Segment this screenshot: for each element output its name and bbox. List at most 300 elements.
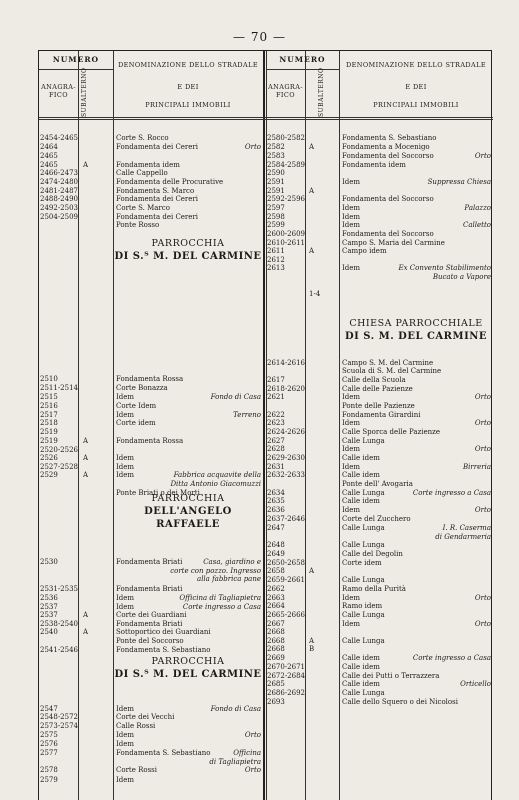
register-row [39, 575, 263, 584]
rule [266, 69, 339, 70]
building-note: Corte ingresso a Casa [412, 654, 491, 662]
street-name: Calle idem [342, 454, 380, 462]
header-anagrafico-right: ANAGRA-FICO [268, 83, 303, 99]
anagrafico-number: 2592-2596 [267, 195, 305, 203]
street-name: Campo S. M. del Carmine [342, 359, 434, 367]
street-name: Corte idem [342, 559, 382, 567]
street-name: Idem [116, 705, 135, 713]
anagrafico-number: 2648 [267, 541, 285, 549]
parish-heading-line2: DI S.ᵀ M. DEL CARMINE [114, 669, 262, 680]
street-name: Idem [342, 204, 361, 212]
anagrafico-number: 2610-2611 [267, 239, 305, 247]
anagrafico-number: 2578 [40, 766, 58, 774]
register-row [39, 152, 263, 161]
anagrafico-number: 2664 [267, 602, 285, 610]
anagrafico-number: 2474-2480 [40, 178, 78, 186]
anagrafico-number: 2650-2658 [267, 559, 305, 567]
building-note: di Tagliapietra [209, 758, 261, 766]
header-principali: PRINCIPALI IMMOBILI [145, 101, 231, 109]
anagrafico-number: 2635 [267, 497, 285, 505]
building-note: Orto [474, 445, 491, 453]
building-note: Orticello [460, 680, 491, 688]
anagrafico-number: 2526 [40, 454, 58, 462]
anagrafico-number: 2658 [267, 567, 285, 575]
building-note: Corte ingresso a Casa [412, 489, 491, 497]
street-name: Ponte delle Pazienze [342, 402, 415, 410]
building-note: Orto [474, 419, 491, 427]
anagrafico-number: 2686-2692 [267, 689, 305, 697]
anagrafico-number: 2649 [267, 550, 285, 558]
register-row [39, 419, 263, 428]
street-name: Calle Cappello [116, 169, 168, 177]
anagrafico-number: 2492-2503 [40, 204, 78, 212]
street-name: Fondamenta Briati [116, 620, 183, 628]
register-row [39, 646, 263, 655]
header-subalterno-right: SUBALTERNO [318, 67, 325, 117]
street-name: Calle Lunga [342, 689, 385, 697]
register-row [266, 134, 493, 143]
anagrafico-number: 2516 [40, 402, 58, 410]
building-note: Orto [474, 594, 491, 602]
anagrafico-number: 2540 [40, 628, 58, 636]
register-row [39, 221, 263, 230]
register-row [39, 611, 263, 620]
register-row [39, 143, 263, 152]
anagrafico-number: 2672-2684 [267, 672, 305, 680]
register-row [266, 428, 493, 437]
anagrafico-number: 2519 [40, 437, 58, 445]
street-name: Idem [342, 594, 361, 602]
street-name: Fondamenta S. Sebastiano [116, 646, 211, 654]
register-row [266, 541, 493, 550]
anagrafico-number: 2629-2630 [267, 454, 305, 462]
street-name: Idem [342, 178, 361, 186]
register-row [39, 749, 263, 758]
street-name: Fondamenta dei Cereri [116, 143, 199, 151]
header-principali-right: PRINCIPALI IMMOBILI [373, 101, 459, 109]
building-note: Casa, giardino e [203, 558, 261, 566]
street-name: Idem [116, 471, 135, 479]
register-row [266, 506, 493, 515]
subalterno-letter: A [83, 471, 89, 479]
street-name: Corte dei Vecchi [116, 713, 175, 721]
anagrafico-number: 2548-2572 [40, 713, 78, 721]
parish-heading [113, 492, 263, 531]
anagrafico-number: 2668 [267, 645, 285, 653]
register-row [39, 776, 263, 785]
register-row [39, 393, 263, 402]
register-row [266, 247, 493, 256]
register-row [39, 594, 263, 603]
street-name: Corte S. Marco [116, 204, 170, 212]
building-note: Terreno [233, 411, 261, 419]
street-name: Idem [342, 264, 361, 272]
street-name: Ponte Briati o dei Morti [116, 489, 200, 497]
street-name: Campo idem [342, 247, 387, 255]
register-row [266, 497, 493, 506]
register-row [39, 204, 263, 213]
building-note: Orto [244, 143, 261, 151]
street-name: Fondamenta idem [342, 161, 406, 169]
register-row [266, 169, 493, 178]
header-anagrafico: ANAGRA-FICO [41, 83, 76, 99]
street-name: Idem [116, 411, 135, 419]
anagrafico-number: 2573-2574 [40, 722, 78, 730]
street-name: Idem [116, 454, 135, 462]
anagrafico-number: 2628 [267, 445, 285, 453]
anagrafico-number: 2591 [267, 187, 285, 195]
register-row [266, 576, 493, 585]
street-name: Fondamenta del Soccorso [342, 152, 434, 160]
street-name: Idem [342, 506, 361, 514]
register-row [266, 602, 493, 611]
column-divider [263, 51, 265, 800]
street-name: Calle idem [342, 497, 380, 505]
building-note: I. R. Caserma [442, 524, 491, 532]
subalterno-letter: A [309, 637, 315, 645]
anagrafico-number: 2515 [40, 393, 58, 401]
street-name: Calle Rossi [116, 722, 156, 730]
street-name: Calle delle Pazienze [342, 385, 413, 393]
register-row [39, 637, 263, 646]
building-note: Fondo di Casa [210, 393, 261, 401]
anagrafico-number: 2582 [267, 143, 285, 151]
subalterno-letter: 1-4 [309, 290, 321, 298]
register-row [39, 740, 263, 749]
register-row [39, 437, 263, 446]
anagrafico-number: 2518 [40, 419, 58, 427]
register-row [266, 178, 493, 187]
register-row [39, 402, 263, 411]
parish-heading [339, 317, 493, 343]
anagrafico-number: 2670-2671 [267, 663, 305, 671]
street-name: Idem [116, 463, 135, 471]
street-name: Idem [116, 603, 135, 611]
subalterno-letter: A [309, 567, 315, 575]
parish-heading-line2: DI S.ᵀ M. DEL CARMINE [114, 251, 262, 262]
street-name: Fondamenta Briati [116, 558, 183, 566]
anagrafico-number: 2693 [267, 698, 285, 706]
anagrafico-number: 2591 [267, 178, 285, 186]
street-name: Calle della Scuola [342, 376, 406, 384]
register-row [266, 680, 493, 689]
register-row [266, 524, 493, 533]
register-row [266, 221, 493, 230]
anagrafico-number: 2599 [267, 221, 285, 229]
anagrafico-number: 2465 [40, 161, 58, 169]
header-numero: NUMERO [52, 55, 100, 64]
anagrafico-number: 2617 [267, 376, 285, 384]
register-row [39, 766, 263, 775]
street-name: Idem [342, 445, 361, 453]
register-row [266, 567, 493, 576]
subalterno-letter: A [83, 611, 89, 619]
building-note: Orto [474, 620, 491, 628]
building-note: di Gendarmeria [435, 533, 491, 541]
anagrafico-number: 2665-2666 [267, 611, 305, 619]
register-row [266, 419, 493, 428]
anagrafico-number: 2634 [267, 489, 285, 497]
register-row [266, 143, 493, 152]
anagrafico-number: 2685 [267, 680, 285, 688]
parish-heading-line1: PARROCCHIA [151, 238, 225, 249]
street-name: Idem [342, 463, 361, 471]
building-note: Suppressa Chiesa [427, 178, 491, 186]
street-name: Calle Lunga [342, 541, 385, 549]
street-name: Fondamenta Briati [116, 585, 183, 593]
anagrafico-number: 2576 [40, 740, 58, 748]
anagrafico-number: 2636 [267, 506, 285, 514]
parish-heading [113, 655, 263, 681]
street-name: Calle Lunga [342, 489, 385, 497]
anagrafico-number: 2538-2540 [40, 620, 78, 628]
street-name: Corte Rossi [116, 766, 158, 774]
anagrafico-number: 2663 [267, 594, 285, 602]
parish-heading-line1: CHIESA PARROCCHIALE [349, 318, 483, 329]
anagrafico-number: 2511-2514 [40, 384, 78, 392]
anagrafico-number: 2579 [40, 776, 58, 784]
street-name: Ramo della Purità [342, 585, 406, 593]
parish-heading-line1: PARROCCHIA [151, 656, 225, 667]
street-name: Fondamenta S. Sebastiano [116, 749, 211, 757]
register-row [39, 134, 263, 143]
anagrafico-number: 2612 [267, 256, 285, 264]
register-row [266, 273, 493, 282]
register-row [266, 454, 493, 463]
anagrafico-number: 2668 [267, 628, 285, 636]
anagrafico-number: 2590 [267, 169, 285, 177]
header-e-dei: E DEI [177, 83, 199, 91]
register-row [266, 376, 493, 385]
street-name: Calle Lunga [342, 437, 385, 445]
building-note: Officina [233, 749, 261, 757]
building-note: Palazzo [464, 204, 491, 212]
subalterno-letter: A [309, 187, 315, 195]
subalterno-letter: B [309, 645, 315, 653]
anagrafico-number: 2621 [267, 393, 285, 401]
street-name: Fondamenta S. Sebastiano [342, 134, 437, 142]
anagrafico-number: 2627 [267, 437, 285, 445]
street-name: Idem [342, 221, 361, 229]
register-row [266, 445, 493, 454]
register-table [38, 50, 492, 800]
parish-heading-line2: DELL'ANGELO RAFFAELE [144, 506, 232, 530]
building-note: Orto [474, 393, 491, 401]
street-name: Ponte dell' Avogaria [342, 480, 413, 488]
street-name: Idem [342, 393, 361, 401]
street-name: Calle idem [342, 654, 380, 662]
anagrafico-number: 2600-2609 [267, 230, 305, 238]
register-row [39, 722, 263, 731]
register-row [39, 731, 263, 740]
anagrafico-number: 2597 [267, 204, 285, 212]
street-name: Calle dello Squero o dei Nicolosi [342, 698, 458, 706]
anagrafico-number: 2647 [267, 524, 285, 532]
anagrafico-number: 2541-2546 [40, 646, 78, 654]
register-row [266, 663, 493, 672]
header-denominazione: DENOMINAZIONE DELLO STRADALE [117, 61, 259, 69]
street-name: Calle idem [342, 471, 380, 479]
register-row [266, 264, 493, 273]
street-name: Idem [342, 213, 361, 221]
anagrafico-number: 2466-2473 [40, 169, 78, 177]
street-name: Corte Idem [116, 402, 157, 410]
building-note: Birreria [463, 463, 491, 471]
street-name: Fondamenta S. Marco [116, 187, 195, 195]
register-row [266, 152, 493, 161]
register-row [266, 471, 493, 480]
header-denominazione-right: DENOMINAZIONE DELLO STRADALE [345, 61, 487, 69]
subalterno-letter: A [83, 454, 89, 462]
anagrafico-number: 2517 [40, 411, 58, 419]
subalterno-letter: A [83, 628, 89, 636]
anagrafico-number: 2580-2582 [267, 134, 305, 142]
anagrafico-number: 2481-2487 [40, 187, 78, 195]
anagrafico-number: 2611 [267, 247, 285, 255]
building-note: Orto [474, 506, 491, 514]
anagrafico-number: 2623 [267, 419, 285, 427]
street-name: Fondamenta delle Procurative [116, 178, 224, 186]
street-name: Fondamenta Girardini [342, 411, 421, 419]
anagrafico-number: 2669 [267, 654, 285, 662]
building-note: Fabbrica acquavite della [173, 471, 261, 479]
anagrafico-number: 2667 [267, 620, 285, 628]
street-name: Calle Sporca delle Pazienze [342, 428, 440, 436]
anagrafico-number: 2537 [40, 603, 58, 611]
register-row [39, 628, 263, 637]
header-numero-right: NUMERO [279, 55, 326, 64]
register-row [266, 230, 493, 239]
anagrafico-number: 2659-2661 [267, 576, 305, 584]
anagrafico-number: 2531-2535 [40, 585, 78, 593]
street-name: Ramo idem [342, 602, 383, 610]
street-name: Idem [342, 620, 361, 628]
anagrafico-number: 2520-2526 [40, 446, 78, 454]
anagrafico-number: 2618-2620 [267, 385, 305, 393]
anagrafico-number: 2637-2646 [267, 515, 305, 523]
anagrafico-number: 2622 [267, 411, 285, 419]
anagrafico-number: 2632-2633 [267, 471, 305, 479]
street-name: Campo S. Maria del Carmine [342, 239, 445, 247]
register-row [266, 204, 493, 213]
subalterno-letter: A [309, 247, 315, 255]
parish-heading-line1: PARROCCHIA [151, 493, 225, 504]
anagrafico-number: 2577 [40, 749, 58, 757]
street-name: Idem [116, 594, 135, 602]
register-row [39, 169, 263, 178]
register-row [266, 515, 493, 524]
subalterno-letter: A [83, 437, 89, 445]
street-name: Corte del Zucchero [342, 515, 411, 523]
street-name: Sottoportico dei Guardiani [116, 628, 211, 636]
rule [39, 69, 113, 70]
street-name: Idem [116, 740, 135, 748]
street-name: Fondamenta dei Cereri [116, 213, 199, 221]
anagrafico-number: 2598 [267, 213, 285, 221]
register-row [266, 654, 493, 663]
street-name: Idem [116, 393, 135, 401]
building-note: Fondo di Casa [210, 705, 261, 713]
anagrafico-number: 2583 [267, 152, 285, 160]
register-row [39, 195, 263, 204]
register-row [266, 550, 493, 559]
register-row [266, 290, 493, 299]
register-row [266, 195, 493, 204]
anagrafico-number: 2465 [40, 152, 58, 160]
street-name: Corte idem [116, 419, 156, 427]
register-row [266, 585, 493, 594]
anagrafico-number: 2536 [40, 594, 58, 602]
anagrafico-number: 2547 [40, 705, 58, 713]
page-number: — 70 — [233, 30, 286, 44]
anagrafico-number: 2454-2465 [40, 134, 78, 142]
anagrafico-number: 2504-2509 [40, 213, 78, 221]
anagrafico-number: 2584-2589 [267, 161, 305, 169]
street-name: Fondamenta idem [116, 161, 180, 169]
street-name: Corte dei Guardiani [116, 611, 187, 619]
street-name: Fondamenta Rossa [116, 437, 184, 445]
header-rule [39, 117, 493, 120]
building-note: alla fabbrica pane [197, 575, 261, 583]
building-note: Bucato a Vapore [432, 273, 491, 281]
anagrafico-number: 2662 [267, 585, 285, 593]
street-name: Idem [116, 776, 135, 784]
register-row [266, 628, 493, 637]
street-name: Fondamenta Rossa [116, 375, 184, 383]
anagrafico-number: 2488-2490 [40, 195, 78, 203]
anagrafico-number: 2529 [40, 471, 58, 479]
header-subalterno: SUBALTERNO [81, 67, 88, 117]
register-row [39, 713, 263, 722]
building-note: Ex Convento Stabilimento [398, 264, 491, 272]
street-name: Calle Lunga [342, 524, 385, 532]
anagrafico-number: 2631 [267, 463, 285, 471]
building-note: Corte ingresso a Casa [182, 603, 261, 611]
street-name: Scuola di S. M. del Carmine [342, 367, 442, 375]
register-row [39, 384, 263, 393]
register-row [39, 375, 263, 384]
anagrafico-number: 2614-2616 [267, 359, 305, 367]
street-name: Fondamenta del Soccorso [342, 195, 434, 203]
street-name: Fondamenta dei Cereri [116, 195, 199, 203]
register-row [266, 402, 493, 411]
street-name: Corte Bonazza [116, 384, 168, 392]
header-e-dei-right: E DEI [405, 83, 427, 91]
anagrafico-number: 2527-2528 [40, 463, 78, 471]
register-row [266, 611, 493, 620]
parish-heading [113, 237, 263, 263]
register-row [266, 698, 493, 707]
building-note: Calletto [463, 221, 491, 229]
register-row [266, 689, 493, 698]
street-name: Fondamenta a Mocenigo [342, 143, 430, 151]
street-name: Calle Lunga [342, 637, 385, 645]
register-row [39, 480, 263, 489]
building-note: Orto [244, 766, 261, 774]
subalterno-letter: A [83, 161, 89, 169]
anagrafico-number: 2510 [40, 375, 58, 383]
register-row [266, 645, 493, 654]
street-name: Ponte Rosso [116, 221, 160, 229]
parish-heading-line2: DI S. M. DEL CARMINE [344, 331, 488, 342]
register-row [39, 558, 263, 567]
street-name: Calle Lunga [342, 611, 385, 619]
street-name: Calle Lunga [342, 576, 385, 584]
building-note: Orto [474, 152, 491, 160]
register-row [39, 428, 263, 437]
street-name: Ponte del Soccorso [116, 637, 184, 645]
anagrafico-number: 2530 [40, 558, 58, 566]
